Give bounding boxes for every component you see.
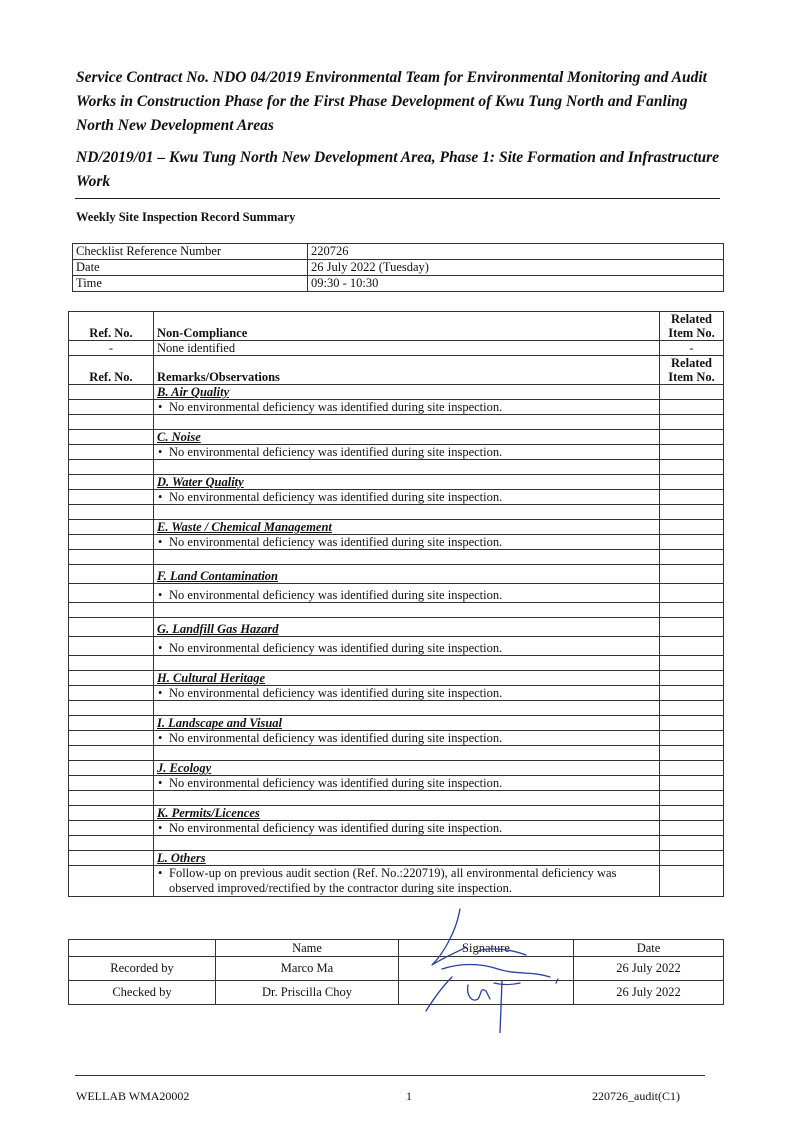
related-header-line2: Item No.	[668, 326, 715, 340]
noncompliance-header: Non-Compliance	[154, 312, 660, 341]
section-title-row	[69, 430, 724, 445]
section-item-row	[69, 821, 724, 836]
related-header-line2: Item No.	[668, 370, 715, 384]
section-item	[154, 535, 660, 550]
section-title-row	[69, 385, 724, 400]
section-item-row	[69, 445, 724, 460]
footer-left: WELLAB WMA20002	[76, 1089, 190, 1103]
signoff-row	[69, 957, 724, 981]
ref-cell: -	[69, 341, 154, 356]
bullet-icon: •	[158, 445, 163, 459]
spacer-row	[69, 603, 724, 618]
section-item	[154, 731, 660, 746]
section-item-text: No environmental deficiency was identified during site inspection.	[169, 588, 503, 602]
section-item	[154, 584, 660, 603]
info-label: Checklist Reference Number	[73, 244, 308, 260]
page-number: 1	[406, 1089, 412, 1103]
section-title-row	[69, 851, 724, 866]
section-item-row	[69, 776, 724, 791]
section-title: E. Waste / Chemical Management	[154, 520, 660, 535]
noncompliance-header-row	[69, 312, 724, 341]
section-title-row	[69, 565, 724, 584]
section-item-text: No environmental deficiency was identified during site inspection.	[169, 641, 503, 655]
others-line2: observed improved/rectified by the contractor during site inspection.	[169, 881, 512, 895]
section-item	[154, 821, 660, 836]
section-title: G. Landfill Gas Hazard	[154, 618, 660, 637]
name-header: Name	[216, 940, 399, 957]
section-title-row	[69, 716, 724, 731]
section-item-row	[69, 535, 724, 550]
section-item	[154, 776, 660, 791]
section-item	[154, 490, 660, 505]
spacer-row	[69, 746, 724, 761]
bullet-icon: •	[158, 686, 163, 700]
info-value: 220726	[308, 244, 724, 260]
section-item-text: No environmental deficiency was identified during site inspection.	[169, 686, 503, 700]
section-item	[154, 445, 660, 460]
info-row	[73, 244, 724, 260]
section-item-text: No environmental deficiency was identified during site inspection.	[169, 445, 503, 459]
summary-title: Weekly Site Inspection Record Summary	[76, 210, 296, 224]
related-header-line1: Related	[671, 312, 712, 326]
signoff-role: Checked by	[69, 981, 216, 1005]
section-item-row	[69, 686, 724, 701]
noncompliance-row	[69, 341, 724, 356]
noncompliance-cell: None identified	[154, 341, 660, 356]
info-row	[73, 260, 724, 276]
bullet-icon: •	[158, 535, 163, 549]
section-item-row	[69, 731, 724, 746]
spacer-row	[69, 550, 724, 565]
related-header-line1: Related	[671, 356, 712, 370]
section-title: L. Others	[154, 851, 660, 866]
section-item-row	[69, 584, 724, 603]
remarks-header-row	[69, 356, 724, 385]
section-item	[154, 400, 660, 415]
section-title: C. Noise	[154, 430, 660, 445]
spacer-row	[69, 701, 724, 716]
section-title-row	[69, 806, 724, 821]
section-title-row	[69, 761, 724, 776]
spacer-row	[69, 415, 724, 430]
section-title-row	[69, 671, 724, 686]
bullet-icon: •	[158, 400, 163, 414]
section-title: K. Permits/Licences	[154, 806, 660, 821]
section-item-text: No environmental deficiency was identified during site inspection.	[169, 821, 503, 835]
section-title: J. Ecology	[154, 761, 660, 776]
info-label: Time	[73, 276, 308, 292]
footer-right: 220726_audit(C1)	[592, 1089, 680, 1103]
bullet-icon: •	[158, 731, 163, 745]
signoff-name: Marco Ma	[216, 957, 399, 981]
remarks-header: Remarks/Observations	[154, 356, 660, 385]
section-item-text: Follow-up on previous audit section (Ref. No.:220719), all environmental deficiency was	[169, 866, 617, 880]
spacer-row	[69, 791, 724, 806]
contract-title: Service Contract No. NDO 04/2019 Environmental Team for Environmental Monitoring and Audit Works in Construction Phase for the First Phase Development of Kwu Tung North and Fanling North New Development Areas	[76, 69, 707, 134]
section-item-row	[69, 400, 724, 415]
info-value: 09:30 - 10:30	[308, 276, 724, 292]
spacer-row	[69, 656, 724, 671]
related-header	[660, 312, 724, 341]
signoff-date: 26 July 2022	[574, 981, 724, 1005]
section-title: I. Landscape and Visual	[154, 716, 660, 731]
section-item-text: No environmental deficiency was identified during site inspection.	[169, 400, 503, 414]
section-title-row	[69, 520, 724, 535]
header-divider	[75, 198, 720, 199]
footer-divider	[75, 1075, 705, 1076]
section-title: B. Air Quality	[154, 385, 660, 400]
section-title: H. Cultural Heritage	[154, 671, 660, 686]
section-item-row	[69, 866, 724, 897]
contract-subtitle: ND/2019/01 – Kwu Tung North New Development Area, Phase 1: Site Formation and Infrastructure Work	[76, 149, 720, 190]
spacer-row	[69, 836, 724, 851]
ref-header: Ref. No.	[69, 356, 154, 385]
related-header	[660, 356, 724, 385]
bullet-icon: •	[158, 821, 163, 835]
signoff-role: Recorded by	[69, 957, 216, 981]
info-value: 26 July 2022 (Tuesday)	[308, 260, 724, 276]
handwritten-signature-image	[420, 903, 580, 1033]
bullet-icon: •	[158, 641, 163, 655]
section-item-text: No environmental deficiency was identified during site inspection.	[169, 490, 503, 504]
section-title-row	[69, 475, 724, 490]
others-line1	[158, 866, 656, 881]
ref-header: Ref. No.	[69, 312, 154, 341]
section-item-text: No environmental deficiency was identified during site inspection.	[169, 776, 503, 790]
checklist-info-table	[72, 243, 724, 292]
info-row	[73, 276, 724, 292]
section-item	[154, 637, 660, 656]
signature-header: Signature	[399, 940, 574, 957]
section-item-row	[69, 637, 724, 656]
signoff-row	[69, 981, 724, 1005]
signoff-name: Dr. Priscilla Choy	[216, 981, 399, 1005]
section-item-row	[69, 490, 724, 505]
section-item	[154, 686, 660, 701]
bullet-icon: •	[158, 866, 163, 880]
section-title: D. Water Quality	[154, 475, 660, 490]
section-title-row	[69, 618, 724, 637]
date-header: Date	[574, 940, 724, 957]
document-header	[76, 66, 726, 194]
info-label: Date	[73, 260, 308, 276]
spacer-row	[69, 505, 724, 520]
signoff-date: 26 July 2022	[574, 957, 724, 981]
spacer-row	[69, 460, 724, 475]
signoff-table	[68, 939, 724, 1005]
section-item	[154, 866, 660, 897]
section-title: F. Land Contamination	[154, 565, 660, 584]
section-item-text: No environmental deficiency was identified during site inspection.	[169, 535, 503, 549]
signoff-header-row	[69, 940, 724, 957]
inspection-table	[68, 311, 724, 897]
bullet-icon: •	[158, 588, 163, 602]
related-cell: -	[660, 341, 724, 356]
section-item-text: No environmental deficiency was identified during site inspection.	[169, 731, 503, 745]
bullet-icon: •	[158, 490, 163, 504]
bullet-icon: •	[158, 776, 163, 790]
